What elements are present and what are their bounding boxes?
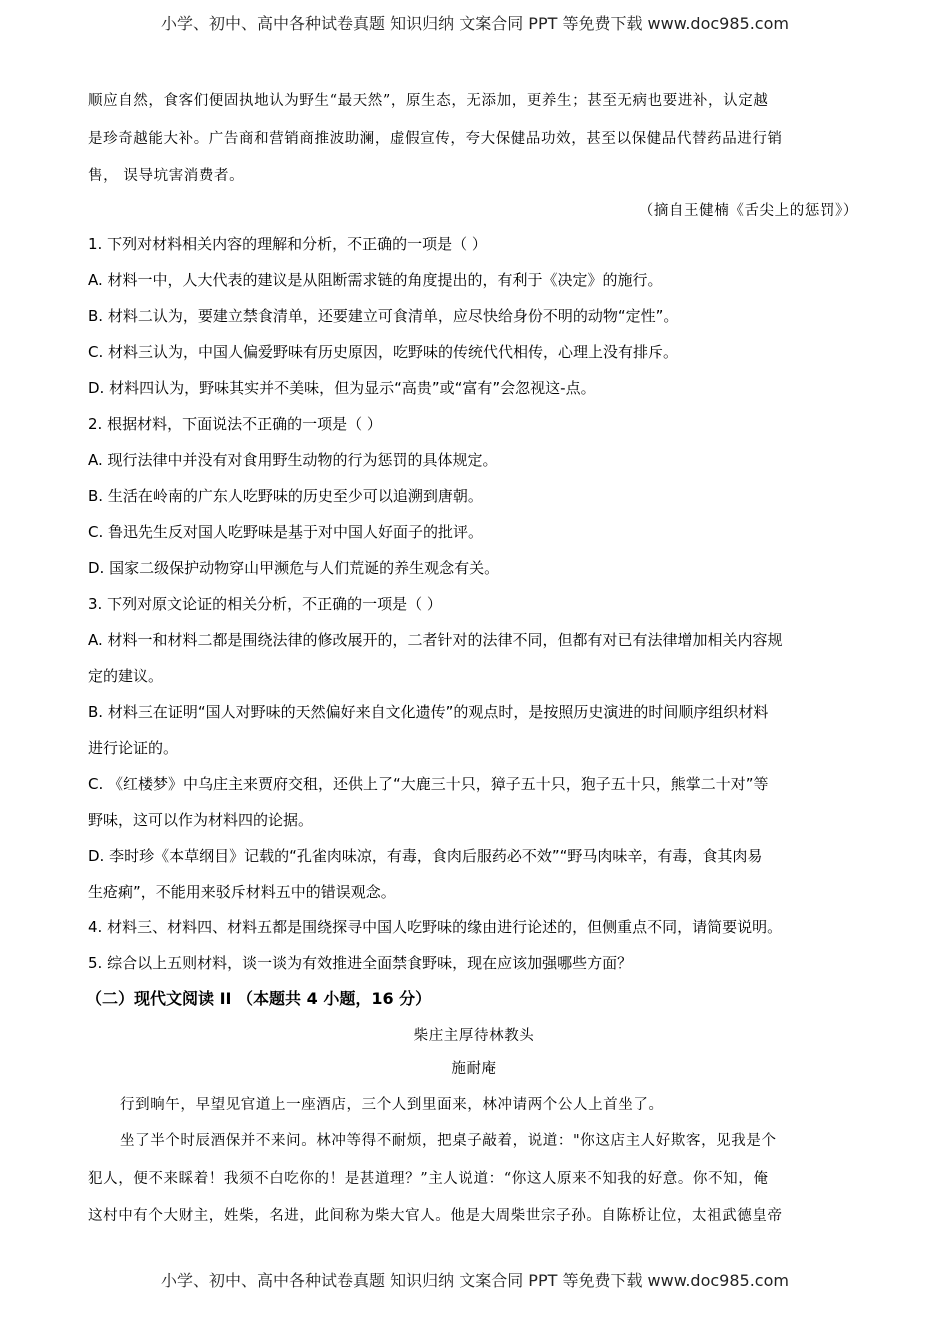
story-line: 行到晌午，早望见官道上一座酒店，三个人到里面来，林冲请两个公人上首坐了。 — [120, 1097, 664, 1113]
question-3-option-c: C. 《红楼梦》中乌庄主来贾府交租，还供上了“大鹿三十只，獐子五十只，狍子五十只，熊掌二十对”等 — [88, 775, 769, 793]
question-1-option-a: A. 材料一中，人大代表的建议是从阻断需求链的角度提出的，有利于《决定》的施行。 — [88, 271, 663, 289]
page-header: 小学、初中、高中各种试卷真题 知识归纳 文案合同 PPT 等免费下载 www.doc985.com — [161, 14, 789, 33]
story-author: 施耐庵 — [451, 1061, 497, 1077]
question-1: 1. 下列对材料相关内容的理解和分析，不正确的一项是（ ） — [88, 235, 487, 253]
question-5: 5. 综合以上五则材料，谈一谈为有效推进全面禁食野味，现在应该加强哪些方面？ — [88, 954, 633, 972]
question-1-option-b: B. 材料二认为，要建立禁食清单，还要建立可食清单，应尽快给身份不明的动物“定性”。 — [88, 307, 679, 325]
question-3-option-b-cont: 进行论证的。 — [88, 739, 179, 757]
story-line: 这村中有个大财主，姓柴，名进，此间称为柴大官人。他是大周柴世宗子孙。自陈桥让位，太祖武德皇帝 — [88, 1208, 783, 1224]
story-title: 柴庄主厚待林教头 — [413, 1028, 535, 1044]
section-heading: （二）现代文阅读 II （本题共 4 小题，16 分） — [86, 989, 432, 1008]
question-2: 2. 根据材料，下面说法不正确的一项是（ ） — [88, 415, 382, 433]
question-1-option-c: C. 材料三认为，中国人偏爱野味有历史原因，吃野味的传统代代相传，心理上没有排斥。 — [88, 343, 679, 361]
passage-line: 是珍奇越能大补。广告商和营销商推波助澜，虚假宣传，夸大保健品功效，甚至以保健品代替药品进行销 — [88, 131, 783, 147]
question-3-option-d: D. 李时珍《本草纲目》记载的“孔雀肉味凉，有毒，食肉后服药必不效”“野马肉味辛，有毒，食其肉易 — [88, 847, 763, 865]
question-3: 3. 下列对原文论证的相关分析，不正确的一项是（ ） — [88, 595, 442, 613]
source-citation: （摘自王健楠《舌尖上的惩罚》） — [638, 203, 858, 219]
question-3-option-b: B. 材料三在证明“国人对野味的天然偏好来自文化遗传”的观点时，是按照历史演进的时间顺序组织材料 — [88, 703, 769, 721]
question-4: 4. 材料三、材料四、材料五都是围绕探寻中国人吃野味的缘由进行论述的，但侧重点不同，请简要说明。 — [88, 918, 783, 936]
question-2-option-a: A. 现行法律中并没有对食用野生动物的行为惩罚的具体规定。 — [88, 451, 498, 469]
page-footer: 小学、初中、高中各种试卷真题 知识归纳 文案合同 PPT 等免费下载 www.doc985.com — [161, 1271, 789, 1290]
story-line: 坐了半个时辰酒保并不来问。林冲等得不耐烦，把桌子敲着，说道："你这店主人好欺客，见我是个 — [120, 1133, 777, 1149]
question-2-option-b: B. 生活在岭南的广东人吃野味的历史至少可以追溯到唐朝。 — [88, 487, 483, 505]
question-3-option-a: A. 材料一和材料二都是围绕法律的修改展开的，二者针对的法律不同，但都有对已有法律增加相关内容规 — [88, 631, 783, 649]
question-2-option-c: C. 鲁迅先生反对国人吃野味是基于对中国人好面子的批评。 — [88, 523, 484, 541]
question-3-option-d-cont: 生疮痢”，不能用来驳斥材料五中的错误观念。 — [88, 883, 396, 901]
passage-line: 顺应自然，食客们便固执地认为野生“最天然”，原生态，无添加，更养生；甚至无病也要进补，认定越 — [88, 93, 769, 109]
question-1-option-d: D. 材料四认为，野味其实并不美味，但为显示“高贵”或“富有”会忽视这-点。 — [88, 379, 596, 397]
passage-line: 售， 误导坑害消费者。 — [88, 168, 245, 184]
story-line: 犯人，便不来睬着！我须不白吃你的！是甚道理？”主人说道：“你这人原来不知我的好意。你不知，俺 — [88, 1171, 769, 1187]
question-3-option-c-cont: 野味，这可以作为材料四的论据。 — [88, 811, 314, 829]
question-2-option-d: D. 国家二级保护动物穿山甲濒危与人们荒诞的养生观念有关。 — [88, 559, 500, 577]
question-3-option-a-cont: 定的建议。 — [88, 667, 164, 685]
